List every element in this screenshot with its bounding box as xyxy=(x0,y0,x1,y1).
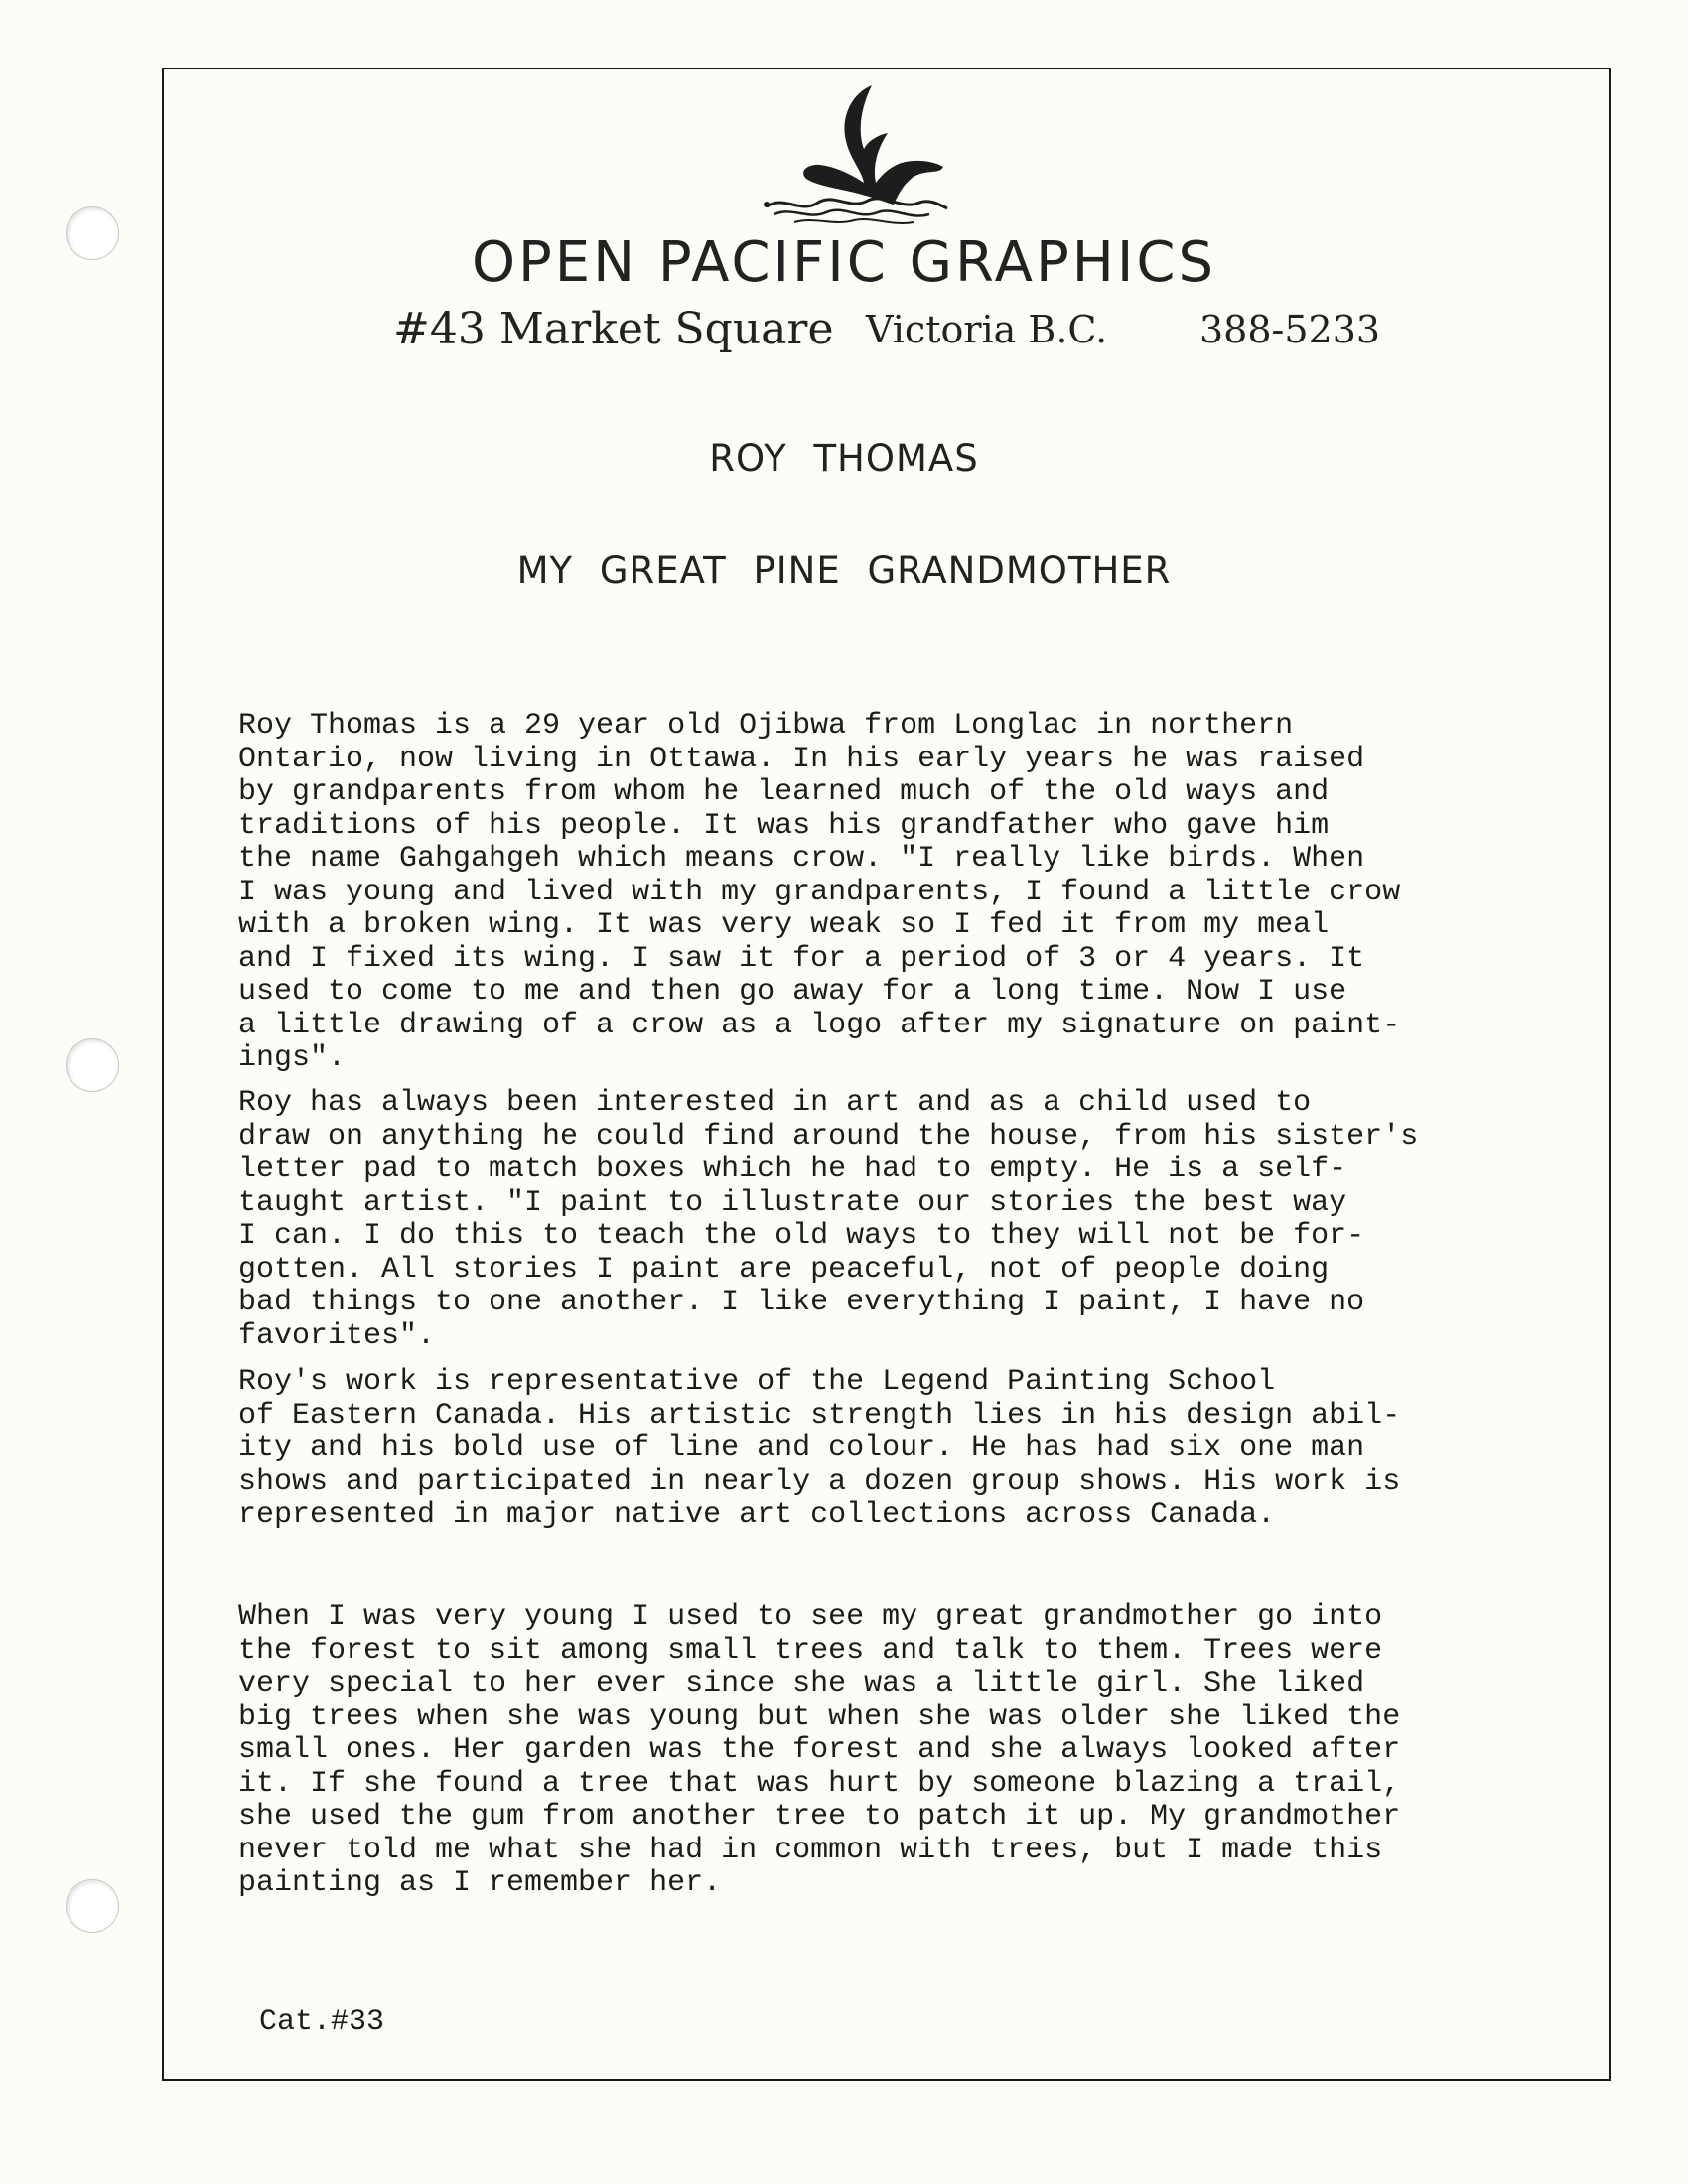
biography-paragraph-3: Roy's work is representative of the Legend Painting School of Eastern Canada. His artistic strength lies in his design abil- ity and his bold use of line and colour. He has had six one man shows and participated in nearly a dozen group shows. His work is represented in major native art collections across Canada. xyxy=(238,1365,1401,1532)
document-title: MY GREAT PINE GRANDMOTHER xyxy=(516,549,1172,592)
city-address: Victoria B.C. xyxy=(866,308,1108,351)
story-paragraph: When I was very young I used to see my great grandmother go into the forest to sit among small trees and talk to them. Trees were very special to her ever since she was a little girl. She liked big trees when she was young but when she was older she liked the small ones. Her garden was the forest and she always looked after it. If she found a tree that was hurt by someone blazing a trail, she used the gum from another tree to patch it up. My grandmother never told me what she had in common with trees, but I made this painting as I remember her. xyxy=(238,1600,1401,1900)
phone-number: 388-5233 xyxy=(1199,308,1381,351)
biography-paragraph-1: Roy Thomas is a 29 year old Ojibwa from Longlac in northern Ontario, now living in Ottawa. In his early years he was raised by grandparents from whom he learned much of the old ways and traditions of his people. It was his grandfather who gave him the name Gahgahgeh which means crow. "I really like birds. When I was young and lived with my grandparents, I found a little crow with a broken wing. It was very weak so I fed it from my meal and I fixed its wing. I saw it for a period of 3 or 4 years. It used to come to me and then go away for a long time. Now I use a little drawing of a crow as a logo after my signature on paint- ings". xyxy=(238,709,1401,1075)
punch-hole-bottom xyxy=(66,1879,119,1933)
street-address: #43 Market Square xyxy=(393,304,834,354)
company-name: OPEN PACIFIC GRAPHICS xyxy=(471,230,1217,295)
biography-paragraph-2: Roy has always been interested in art and as a child used to draw on anything he could find around the house, from his sister's letter pad to match boxes which he had to empty. He is a self- taught artist. "I paint to illustrate our stories the best way I can. I do this to teach the old ways to they will not be for- gotten. All stories I paint are peaceful, not of people doing bad things to one another. I like everything I paint, I have no favorites". xyxy=(238,1086,1419,1353)
punch-hole-middle xyxy=(66,1038,119,1092)
catalog-number: Cat.#33 xyxy=(259,2005,385,2039)
author-heading: ROY THOMAS xyxy=(709,437,979,479)
whale-tail-logo xyxy=(755,79,953,228)
address-line xyxy=(0,304,1688,363)
